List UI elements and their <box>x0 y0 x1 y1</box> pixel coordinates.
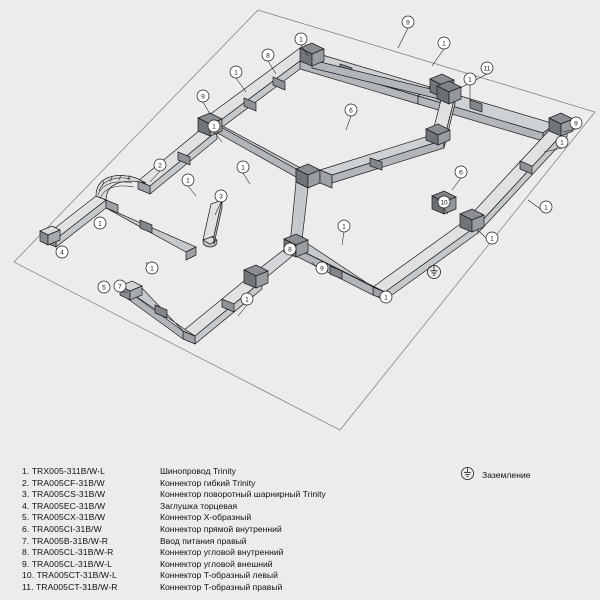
legend-item-name: Коннектор угловой внешний <box>160 558 273 569</box>
callout-marker-number: 6 <box>349 107 353 115</box>
legend-item-code: 7. TRA005B-31B/W-R <box>22 535 109 546</box>
legend-item-name: Коннектор прямой внутренний <box>160 523 282 534</box>
callout-marker-number: 1 <box>234 69 238 77</box>
legend <box>22 466 442 594</box>
ground-key <box>460 466 531 483</box>
legend-row <box>22 547 442 559</box>
callout-marker-number: 1 <box>384 294 388 302</box>
callout-marker-number: 1 <box>241 164 245 172</box>
track-branch-left <box>138 126 217 194</box>
ground-key-label: Заземление <box>482 469 531 480</box>
legend-row <box>22 478 442 490</box>
callout-marker-number: 2 <box>158 162 162 170</box>
legend-item-code: 10. TRA005CT-31B/W-L <box>22 570 117 581</box>
callout-marker-number: 4 <box>60 249 64 257</box>
legend-item-name: Коннектор X-образный <box>160 512 252 523</box>
callout-marker-number: 1 <box>468 76 472 84</box>
callout-marker-number: 1 <box>212 123 216 131</box>
legend-row <box>22 570 442 582</box>
callout-marker-number: 7 <box>118 283 122 291</box>
legend-item-name: Коннектор угловой внутренний <box>160 547 284 558</box>
callout-marker-number: 1 <box>186 177 190 185</box>
legend-item-code: 1. TRX005-311B/W-L <box>22 466 106 476</box>
callout-marker-number: 8 <box>288 246 292 254</box>
callout-marker-number: 1 <box>98 220 102 228</box>
callout-marker-number: 1 <box>299 36 303 44</box>
callout-marker-number: 1 <box>560 139 564 147</box>
callout-marker-number: 10 <box>440 199 448 207</box>
callout-marker-number: 8 <box>266 52 270 60</box>
legend-row <box>22 536 442 548</box>
callout-marker-number: 9 <box>406 19 410 27</box>
legend-item-code: 3. TRA005CS-31B/W <box>22 489 106 500</box>
legend-item-name: Ввод питания правый <box>160 535 247 546</box>
callout-marker-number: 9 <box>320 265 324 273</box>
callout-marker-number: 1 <box>442 40 446 48</box>
legend-item-name: Шинопровод Trinity <box>160 466 236 476</box>
callout-marker-number: 1 <box>245 296 249 304</box>
legend-item-code: 4. TRA005EC-31B/W <box>22 500 106 511</box>
legend-item-name: Коннектор гибкий Trinity <box>160 477 256 488</box>
legend-row <box>22 489 442 501</box>
legend-item-code: 9. TRA005CL-31B/W-L <box>22 558 112 569</box>
legend-row <box>22 512 442 524</box>
callout-marker-number: 1 <box>342 223 346 231</box>
legend-row <box>22 582 442 594</box>
legend-item-code: 6. TRA005CI-31B/W <box>22 523 102 534</box>
legend-row <box>22 524 442 536</box>
callout-marker-number: 9 <box>201 93 205 101</box>
callout-marker-number: 9 <box>574 120 578 128</box>
legend-item-code: 8. TRA005CL-31B/W-R <box>22 547 114 558</box>
callout-marker-number: 1 <box>490 235 494 243</box>
legend-item-code: 2. TRA005CF-31B/W <box>22 477 105 488</box>
legend-row <box>22 501 442 513</box>
legend-item-name: Заглушка торцевая <box>160 500 238 511</box>
track-segment-feed-upper <box>183 276 262 344</box>
ground-symbol-on-plane <box>428 266 441 279</box>
track-segment-bottom-right <box>373 220 478 300</box>
track-segment-inner-upper <box>312 60 443 100</box>
callout-marker-number: 6 <box>459 169 463 177</box>
callout-marker-number: 11 <box>483 65 491 73</box>
callout-marker-number: 5 <box>102 284 106 292</box>
track-segment-left-return <box>106 200 196 260</box>
track-network <box>40 43 573 344</box>
legend-item-code: 5. TRA005CX-31B/W <box>22 512 106 523</box>
legend-row <box>22 559 442 571</box>
legend-item-code: 11. TRA005CT-31B/W-R <box>22 581 118 592</box>
callout-marker-number: 1 <box>544 204 548 212</box>
callout-marker-number: 1 <box>150 265 154 273</box>
callout-marker-number: 3 <box>219 193 223 201</box>
legend-item-name: Коннектор T-образный правый <box>160 581 283 592</box>
legend-item-name: Коннектор T-образный левый <box>160 570 278 581</box>
ground-icon <box>460 466 475 483</box>
legend-item-name: Коннектор поворотный шарнирный Trinity <box>160 489 326 500</box>
legend-row <box>22 466 442 478</box>
track-segment-inner-top <box>320 135 444 188</box>
